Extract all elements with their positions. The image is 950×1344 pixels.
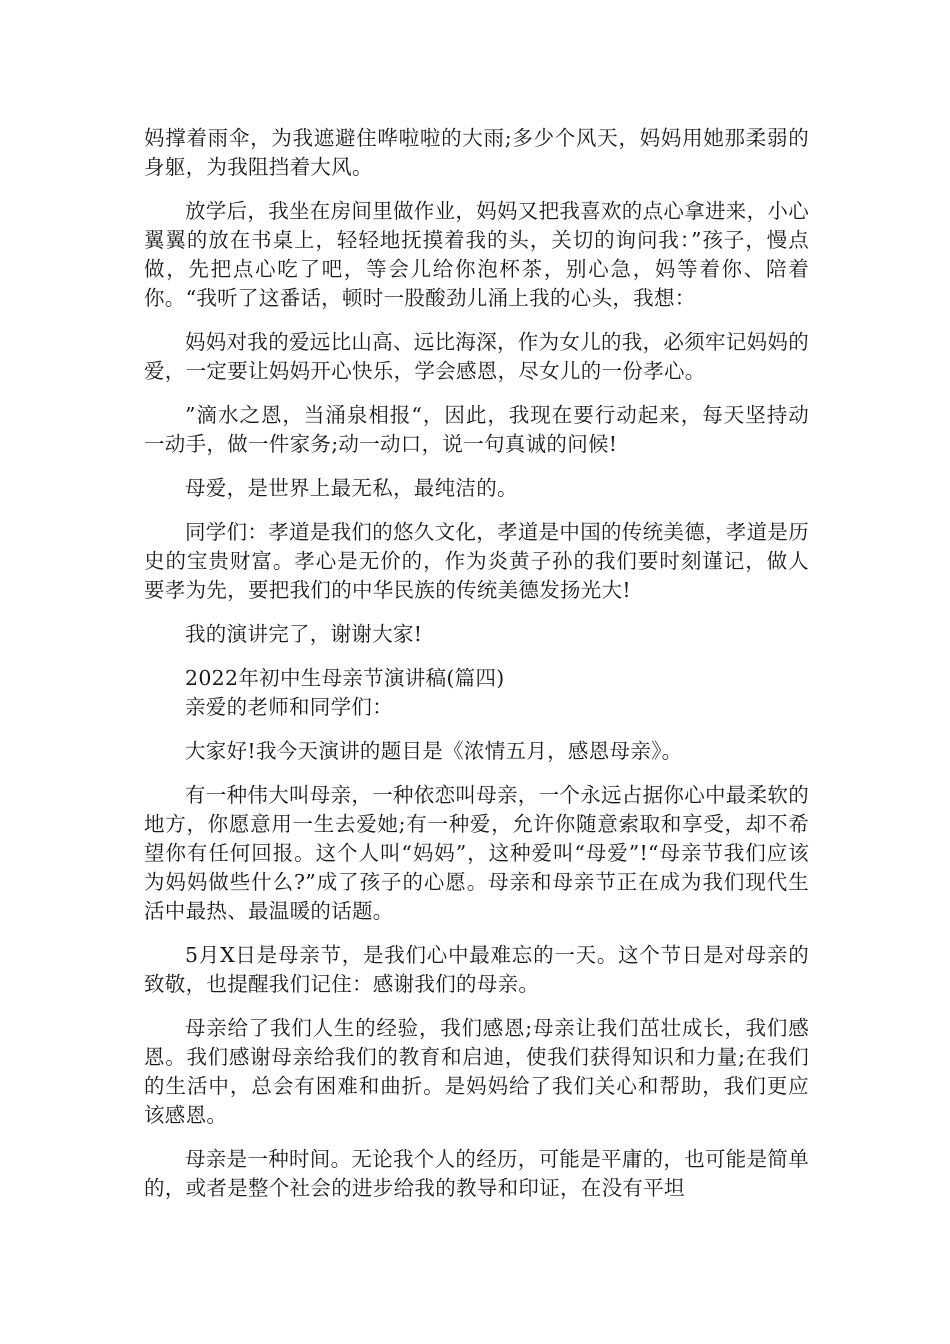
paragraph: 同学们：孝道是我们的悠久文化，孝道是中国的传统美德，孝道是历史的宝贵财富。孝心是无价的，作为炎黄子孙的我们要时刻谨记，做人要孝为先，要把我们的中华民族的传统美德发扬光大! <box>144 520 809 602</box>
paragraph: 大家好!我今天演讲的题目是《浓情五月，感恩母亲》。 <box>185 739 683 763</box>
paragraph: 5月X日是母亲节，是我们心中最难忘的一天。这个节日是对母亲的致敬，也提醒我们记住：感谢我们的母亲。 <box>144 943 809 996</box>
paragraph: 母亲给了我们人生的经验，我们感恩;母亲让我们茁壮成长，我们感恩。我们感谢母亲给我们的教育和启迪，使我们获得知识和力量;在我们的生活中，总会有困难和曲折。是妈妈给了我们关心和帮助，我们更应该感恩。 <box>144 1016 809 1127</box>
paragraph: 妈妈对我的爱远比山高、远比海深，作为女儿的我，必须牢记妈妈的爱，一定要让妈妈开心快乐，学会感恩，尽女儿的一份孝心。 <box>144 330 809 383</box>
salutation: 亲爱的老师和同学们： <box>185 695 393 719</box>
section-heading: 2022年初中生母亲节演讲稿(篇四) <box>185 666 505 690</box>
paragraph: 母爱，是世界上最无私，最纯洁的。 <box>185 476 518 500</box>
paragraph: 有一种伟大叫母亲，一种依恋叫母亲，一个永远占据你心中最柔软的地方，你愿意用一生去爱她;有一种爱，允许你随意索取和享受，却不希望你有任何回报。这个人叫“妈妈”，这种爱叫“母爱”!“母亲节我们应该为妈妈做些什么?”成了孩子的心愿。母亲和母亲节正在成为我们现代生活中最热、最温暖的话题。 <box>144 783 809 923</box>
document-body <box>144 124 809 1218</box>
paragraph: 我的演讲完了，谢谢大家! <box>185 622 423 646</box>
paragraph: 母亲是一种时间。无论我个人的经历，可能是平庸的，也可能是简单的，或者是整个社会的进步给我的教导和印证，在没有平坦 <box>144 1147 809 1200</box>
paragraph: 放学后，我坐在房间里做作业，妈妈又把我喜欢的点心拿进来，小心翼翼的放在书桌上，轻轻地抚摸着我的头，关切的询问我：”孩子，慢点做，先把点心吃了吧，等会儿给你泡杯茶，别心急，妈等着你、陪着你。“我听了这番话，顿时一股酸劲儿涌上我的心头，我想： <box>144 199 809 310</box>
paragraph: ”滴水之恩，当涌泉相报“，因此，我现在要行动起来，每天坚持动一动手，做一件家务;动一动口，说一句真诚的问候! <box>144 403 809 456</box>
paragraph-continued: 妈撑着雨伞，为我遮避住哗啦啦的大雨;多少个风天，妈妈用她那柔弱的身躯，为我阻挡着大风。 <box>144 126 809 179</box>
